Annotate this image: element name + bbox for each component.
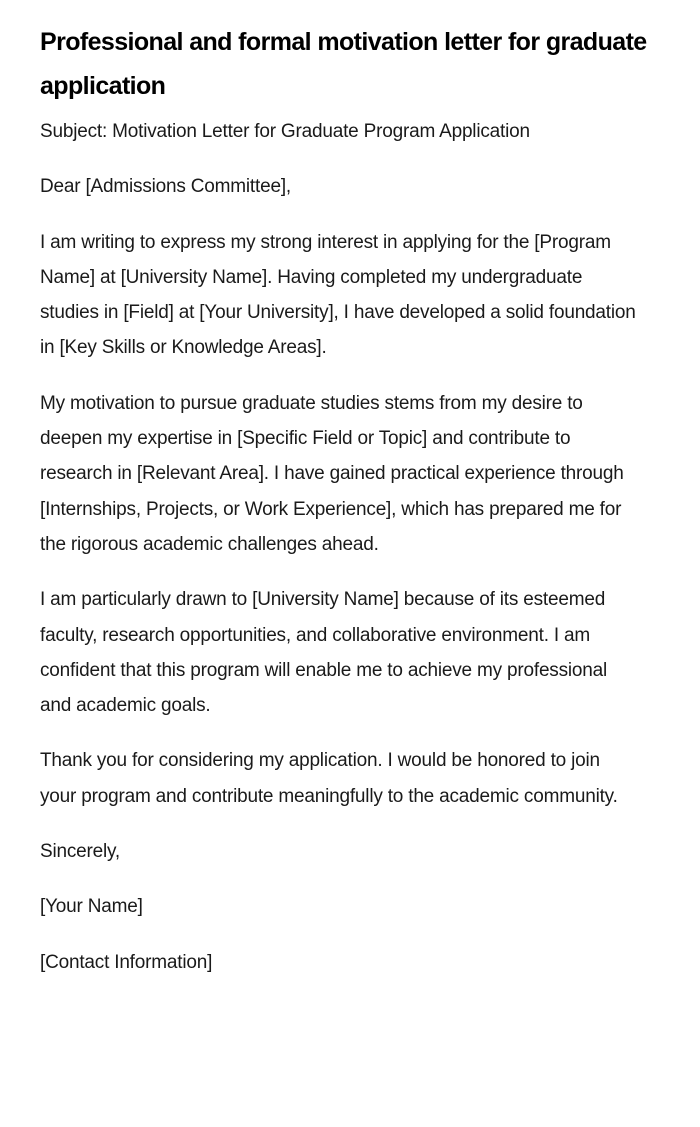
letter-closing: Sincerely,	[40, 841, 121, 863]
letter-salutation: Dear [Admissions Committee],	[40, 176, 291, 198]
letter-paragraph-university: I am particularly drawn to [University Name] because of its esteemed faculty, research opportunities, and collaborative environment. I am confident that this program will enable me to achieve my professional and academic goals.	[40, 589, 608, 717]
letter-paragraph-motivation: My motivation to pursue graduate studies stems from my desire to deepen my expertise in [Specific Field or Topic] and contribute to research in [Relevant Area]. I have gained practical experience through [Internships, Projects, or Work Experience], which has prepared me for the rigorous academic challenges ahead.	[40, 392, 624, 555]
letter-subject: Subject: Motivation Letter for Graduate Program Application	[40, 121, 530, 142]
letter-paragraph-thanks: Thank you for considering my application. I would be honored to join your program and contribute meaningfully to the academic community.	[40, 750, 618, 807]
page-title: Professional and formal motivation letter for graduate application	[40, 28, 647, 100]
letter-contact-info: [Contact Information]	[40, 951, 213, 973]
letter-paragraph-intro: I am writing to express my strong interest in applying for the [Program Name] at [University Name]. Having completed my undergraduate studies in [Field] at [Your University], I have developed a solid foundation in [Key Skills or Knowledge Areas].	[40, 231, 636, 359]
letter-signature-name: [Your Name]	[40, 896, 143, 918]
